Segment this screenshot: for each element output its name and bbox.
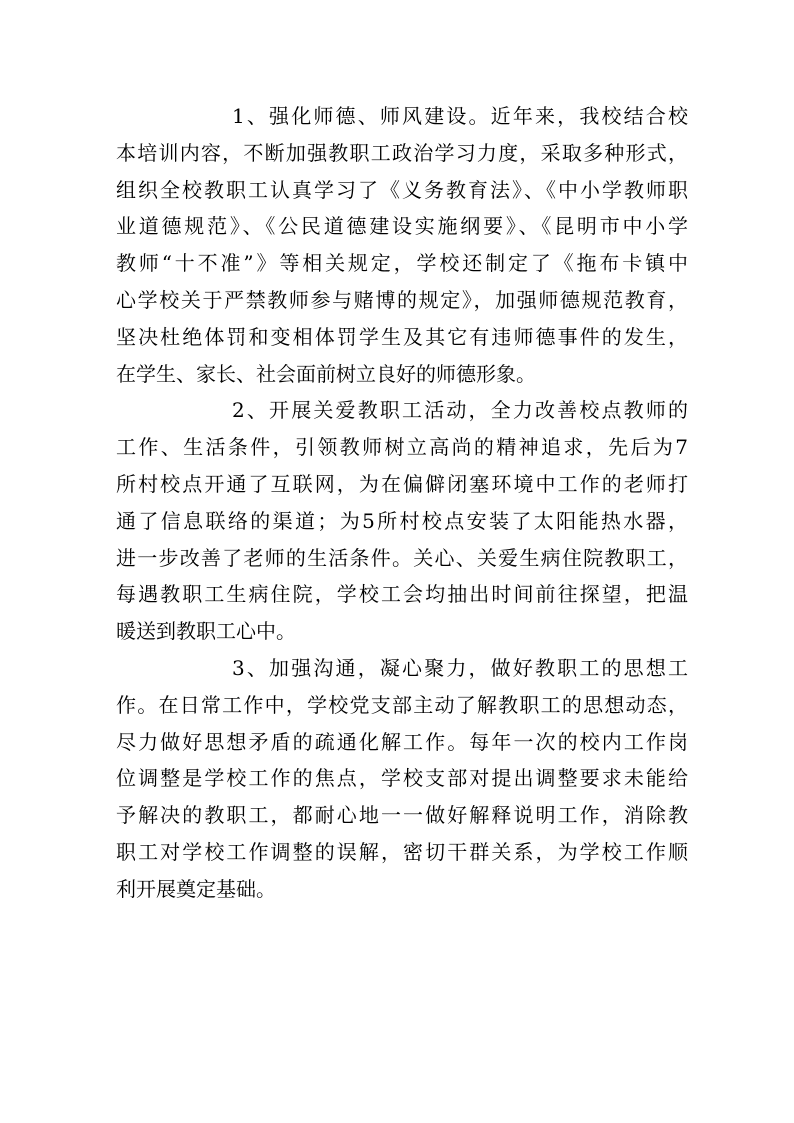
paragraph-line: 予解决的教职工，都耐心地一一做好解释说明工作，消除教 [116,803,688,828]
paragraph-line: 通了信息联络的渠道；为5所村校点安装了太阳能热水器， [116,508,688,533]
paragraph-line: 尽力做好思想矛盾的疏通化解工作。每年一次的校内工作岗 [116,729,688,754]
paragraph-line: 进一步改善了老师的生活条件。关心、关爱生病住院教职工， [116,545,688,570]
paragraph-1 [116,98,688,392]
paragraph-line: 1、强化师德、师风建设。近年来，我校结合校 [232,104,688,128]
paragraph-line: 本培训内容，不断加强教职工政治学习力度，采取多种形式， [116,140,688,165]
paragraph-line: 3、加强沟通，凝心聚力，做好教职工的思想工 [232,655,688,680]
document-body [116,98,688,908]
paragraph-line: 利开展奠定基础。 [116,876,276,901]
paragraph-line: 组织全校教职工认真学习了《义务教育法》、《中小学教师职 [116,177,688,202]
paragraph-line: 心学校关于严禁教师参与赌博的规定》，加强师德规范教育， [116,287,688,312]
paragraph-line: 在学生、家长、社会面前树立良好的师德形象。 [116,361,536,386]
paragraph-2 [116,392,688,650]
paragraph-line: 所村校点开通了互联网，为在偏僻闭塞环境中工作的老师打 [116,471,688,496]
paragraph-line: 职工对学校工作调整的误解，密切干群关系，为学校工作顺 [116,839,688,864]
paragraph-line: 作。在日常工作中，学校党支部主动了解教职工的思想动态， [116,692,688,717]
paragraph-line: 每遇教职工生病住院，学校工会均抽出时间前往探望，把温 [116,582,688,607]
paragraph-line: 暖送到教职工心中。 [116,619,296,644]
paragraph-line: 教师“十不准”》等相关规定，学校还制定了《拖布卡镇中 [116,251,688,276]
paragraph-line: 位调整是学校工作的焦点，学校支部对提出调整要求未能给 [116,766,688,791]
paragraph-line: 2、开展关爱教职工活动，全力改善校点教师的 [232,398,688,423]
paragraph-3 [116,650,688,908]
paragraph-line: 坚决杜绝体罚和变相体罚学生及其它有违师德事件的发生， [116,324,688,349]
paragraph-line: 工作、生活条件，引领教师树立高尚的精神追求，先后为7 [116,435,688,460]
paragraph-line: 业道德规范》、《公民道德建设实施纲要》、《昆明市中小学 [116,214,688,239]
